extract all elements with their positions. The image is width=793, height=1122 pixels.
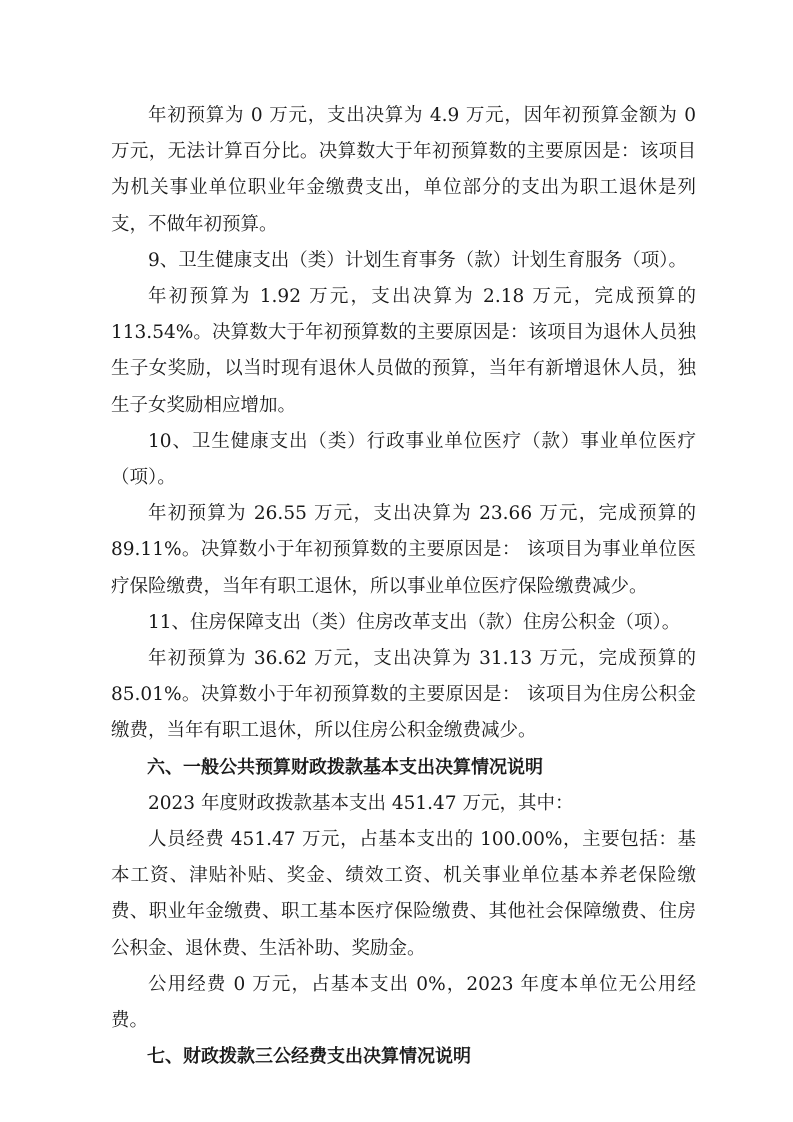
- paragraph-institution-medical: 年初预算为 26.55 万元，支出决算为 23.66 万元，完成预算的 89.11%。决算数小于年初预算数的主要原因是： 该项目为事业单位医疗保险缴费，当年有职工退休，所以事业单位医疗保险缴费减少。: [111, 503, 696, 597]
- section-7-heading: 七、财政拨款三公经费支出决算情况说明: [147, 1046, 471, 1068]
- paragraph-housing-fund: 年初预算为 36.62 万元，支出决算为 31.13 万元，完成预算的 85.01%。决算数小于年初预算数的主要原因是： 该项目为住房公积金缴费，当年有职工退休，所以住房公积金缴费减少。: [111, 648, 696, 742]
- item-10-title: 10、卫生健康支出（类）行政事业单位医疗（款）事业单位医疗（项）。: [111, 430, 696, 489]
- paragraph-budget-occupational-annuity: 年初预算为 0 万元，支出决算为 4.9 万元，因年初预算金额为 0 万元，无法计算百分比。决算数大于年初预算数的主要原因是：该项目为机关事业单位职业年金缴费支出，单位部分的支出为职工退休是列支，不做年初预算。: [111, 105, 696, 235]
- paragraph-personnel-expenses: 人员经费 451.47 万元，占基本支出的 100.00%，主要包括：基本工资、津贴补贴、奖金、绩效工资、机关事业单位基本养老保险缴费、职业年金缴费、职工基本医疗保险缴费、其他社会保障缴费、住房公积金、退休费、生活补助、奖励金。: [111, 829, 696, 959]
- section-6-heading: 六、一般公共预算财政拨款基本支出决算情况说明: [147, 756, 543, 778]
- item-9-title: 9、卫生健康支出（类）计划生育事务（款）计划生育服务（项）。: [148, 249, 688, 271]
- item-11-title: 11、住房保障支出（类）住房改革支出（款）住房公积金（项）。: [148, 611, 681, 633]
- paragraph-basic-expenditure-total: 2023 年度财政拨款基本支出 451.47 万元，其中：: [148, 792, 574, 814]
- paragraph-family-planning-service: 年初预算为 1.92 万元，支出决算为 2.18 万元，完成预算的 113.54%。决算数大于年初预算数的主要原因是：该项目为退休人员独生子女奖励，以当时现有退休人员做的预算，当年有新增退休人员，独生子女奖励相应增加。: [111, 286, 696, 416]
- document-body: [111, 98, 696, 1075]
- paragraph-public-expenses: 公用经费 0 万元，占基本支出 0%，2023 年度本单位无公用经费。: [111, 973, 696, 1032]
